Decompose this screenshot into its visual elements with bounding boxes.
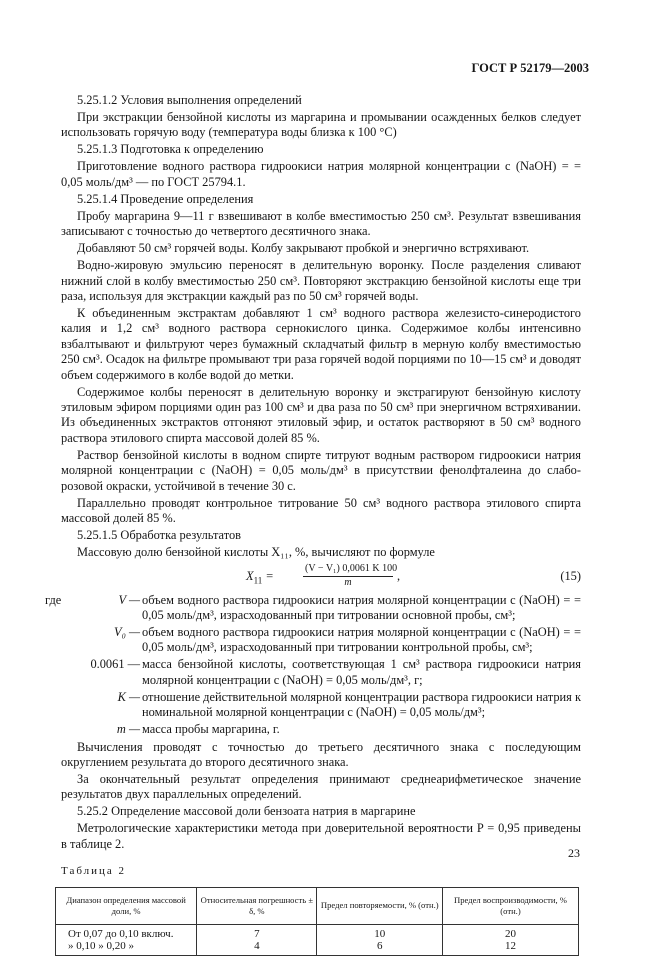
paragraph: Метрологические характеристики метода при доверительной вероятности P = 0,95 приведены в таблице 2.: [61, 821, 581, 851]
formula-numerator: (V − V₁) 0,0061 K 100: [303, 563, 393, 577]
formula-lhs: $X_{11}$ =: [246, 568, 274, 585]
table-header-cell: Относительная погрешность ± δ, %: [197, 887, 317, 924]
table-row: [56, 924, 579, 955]
page-number: 23: [568, 846, 580, 860]
paragraph: Приготовление водного раствора гидроокиси натрия молярной концентрации c (NaOH) = = 0,05 моль/дм³ — по ГОСТ 25794.1.: [61, 159, 581, 189]
paragraph: Водно-жировую эмульсию переносят в делительную воронку. После разделения сливают нижний слой в колбу вместимостью 250 см³. Повторяют экстракцию бензойной кислоты еще три раза, используя для экстракции каждый раз по 50 см³ горячей воды.: [61, 258, 581, 304]
metrology-table: [55, 887, 579, 956]
table-cell: 10 6: [317, 924, 443, 955]
table-cell: 20 12: [443, 924, 579, 955]
table-cell: От 0,07 до 0,10 включ. » 0,10 » 0,20 »: [56, 924, 197, 955]
definition-item: m — масса пробы маргарина, г.: [116, 722, 280, 737]
paragraph: За окончательный результат определения принимают среднеарифметическое значение результатов двух параллельных определений.: [61, 771, 581, 802]
where-label: где: [45, 592, 62, 607]
standard-header: ГОСТ Р 52179—2003: [471, 61, 589, 75]
paragraph: Параллельно проводят контрольное титрование 50 см³ водного раствора этилового спирта массовой долей 85 %.: [61, 495, 581, 526]
table-cell: 7 4: [197, 924, 317, 955]
definition-item: K — отношение действительной молярной концентрации раствора гидроокиси натрия к номинальной молярной концентрации c (NaOH) = 0,05 моль/дм³;: [117, 689, 581, 720]
table-header-cell: Диапазон определения массовой доли, %: [56, 887, 197, 924]
table-header-cell: Предел воспроизводимости, % (отн.): [443, 887, 579, 924]
table-caption: Таблица 2: [61, 865, 127, 878]
section-heading-5-25-1-3: 5.25.1.3 Подготовка к определению: [77, 142, 264, 157]
paragraph: Пробу маргарина 9—11 г взвешивают в колбе вместимостью 250 см³. Результат взвешивания записывают с точностью до четвертого десятичного знака.: [61, 208, 581, 239]
definition-item: V₀ — объем водного раствора гидроокиси натрия молярной концентрации c (NaOH) = = 0,05 моль/дм³, израсходованный при титровании контрольной пробы, см³;: [114, 624, 581, 655]
section-heading-5-25-1-2: 5.25.1.2 Условия выполнения определений: [77, 93, 302, 107]
table-header-cell: Предел повторяемости, % (отн.): [317, 887, 443, 924]
section-heading-5-25-2: 5.25.2 Определение массовой доли бензоата натрия в маргарине: [77, 804, 416, 819]
paragraph: При экстракции бензойной кислоты из маргарина и промывании осажденных белков следует использовать горячую воду (температура воды близка к 100 °С): [61, 110, 581, 140]
formula-number: (15): [560, 568, 581, 583]
formula-denominator: m: [344, 576, 352, 588]
formula-15: $X_{11}$ = $\frac{\text{(V − V₁) 0,0061 K 100}}{m}$ , (15): [246, 562, 581, 588]
paragraph: Раствор бензойной кислоты в водном спирте титруют водным раствором гидроокиси натрия молярной концентрации c (NaOH) = 0,05 моль/дм³ в присутствии фенолфталеина до слабо-розовой окраски, устойчивой в течение 30 с.: [61, 447, 581, 493]
paragraph: К объединенным экстрактам добавляют 1 см³ водного раствора железисто-синеродистого калия и 1,2 см³ водного раствора сернокислого цинка. Содержимое колбы интенсивно взбалтывают и фильтруют через бумажный складчатый фильтр в мерную колбу вместимостью 250 см³. Осадок на фильтре промывают три раза горячей водой порциями по 10—15 см³ и доводят объем содержимого в колбе водой до метки.: [61, 306, 581, 382]
variable-definitions: [45, 592, 581, 738]
paragraph: Добавляют 50 см³ горячей воды. Колбу закрывают пробкой и энергично встряхивают.: [77, 241, 530, 256]
section-heading-5-25-1-5: 5.25.1.5 Обработка результатов: [77, 528, 242, 543]
document-body: [45, 93, 581, 956]
paragraph: Массовую долю бензойной кислоты X₁₁, %, вычисляют по формуле: [77, 545, 435, 560]
paragraph: Вычисления проводят с точностью до третьего десятичного знака с последующим округлением результата до второго десятичного знака.: [61, 739, 581, 769]
paragraph: Содержимое колбы переносят в делительную воронку и экстрагируют бензойную кислоту этиловым эфиром порциями один раз 100 см³ и два раза по 50 см³ при энергичном встряхивании. Из объединенных экстрактов отгоняют этиловый эфир, и остаток растворяют в 50 см³ водного раствора этилового спирта массовой долей 85 %.: [61, 384, 581, 445]
formula-fraction: [303, 562, 398, 589]
definition-item: где V — объем водного раствора гидроокиси натрия молярной концентрации c (NaOH) = = 0,05 моль/дм³, израсходованный при титровании основной пробы, см³;: [45, 592, 581, 622]
table-header-row: [56, 887, 579, 924]
section-heading-5-25-1-4: 5.25.1.4 Проведение определения: [77, 191, 254, 206]
definition-item: 0.0061 — масса бензойной кислоты, соответствующая 1 см³ раствора гидроокиси натрия молярной концентрации c (NaOH) = 0,05 моль/дм³, г;: [90, 657, 581, 687]
